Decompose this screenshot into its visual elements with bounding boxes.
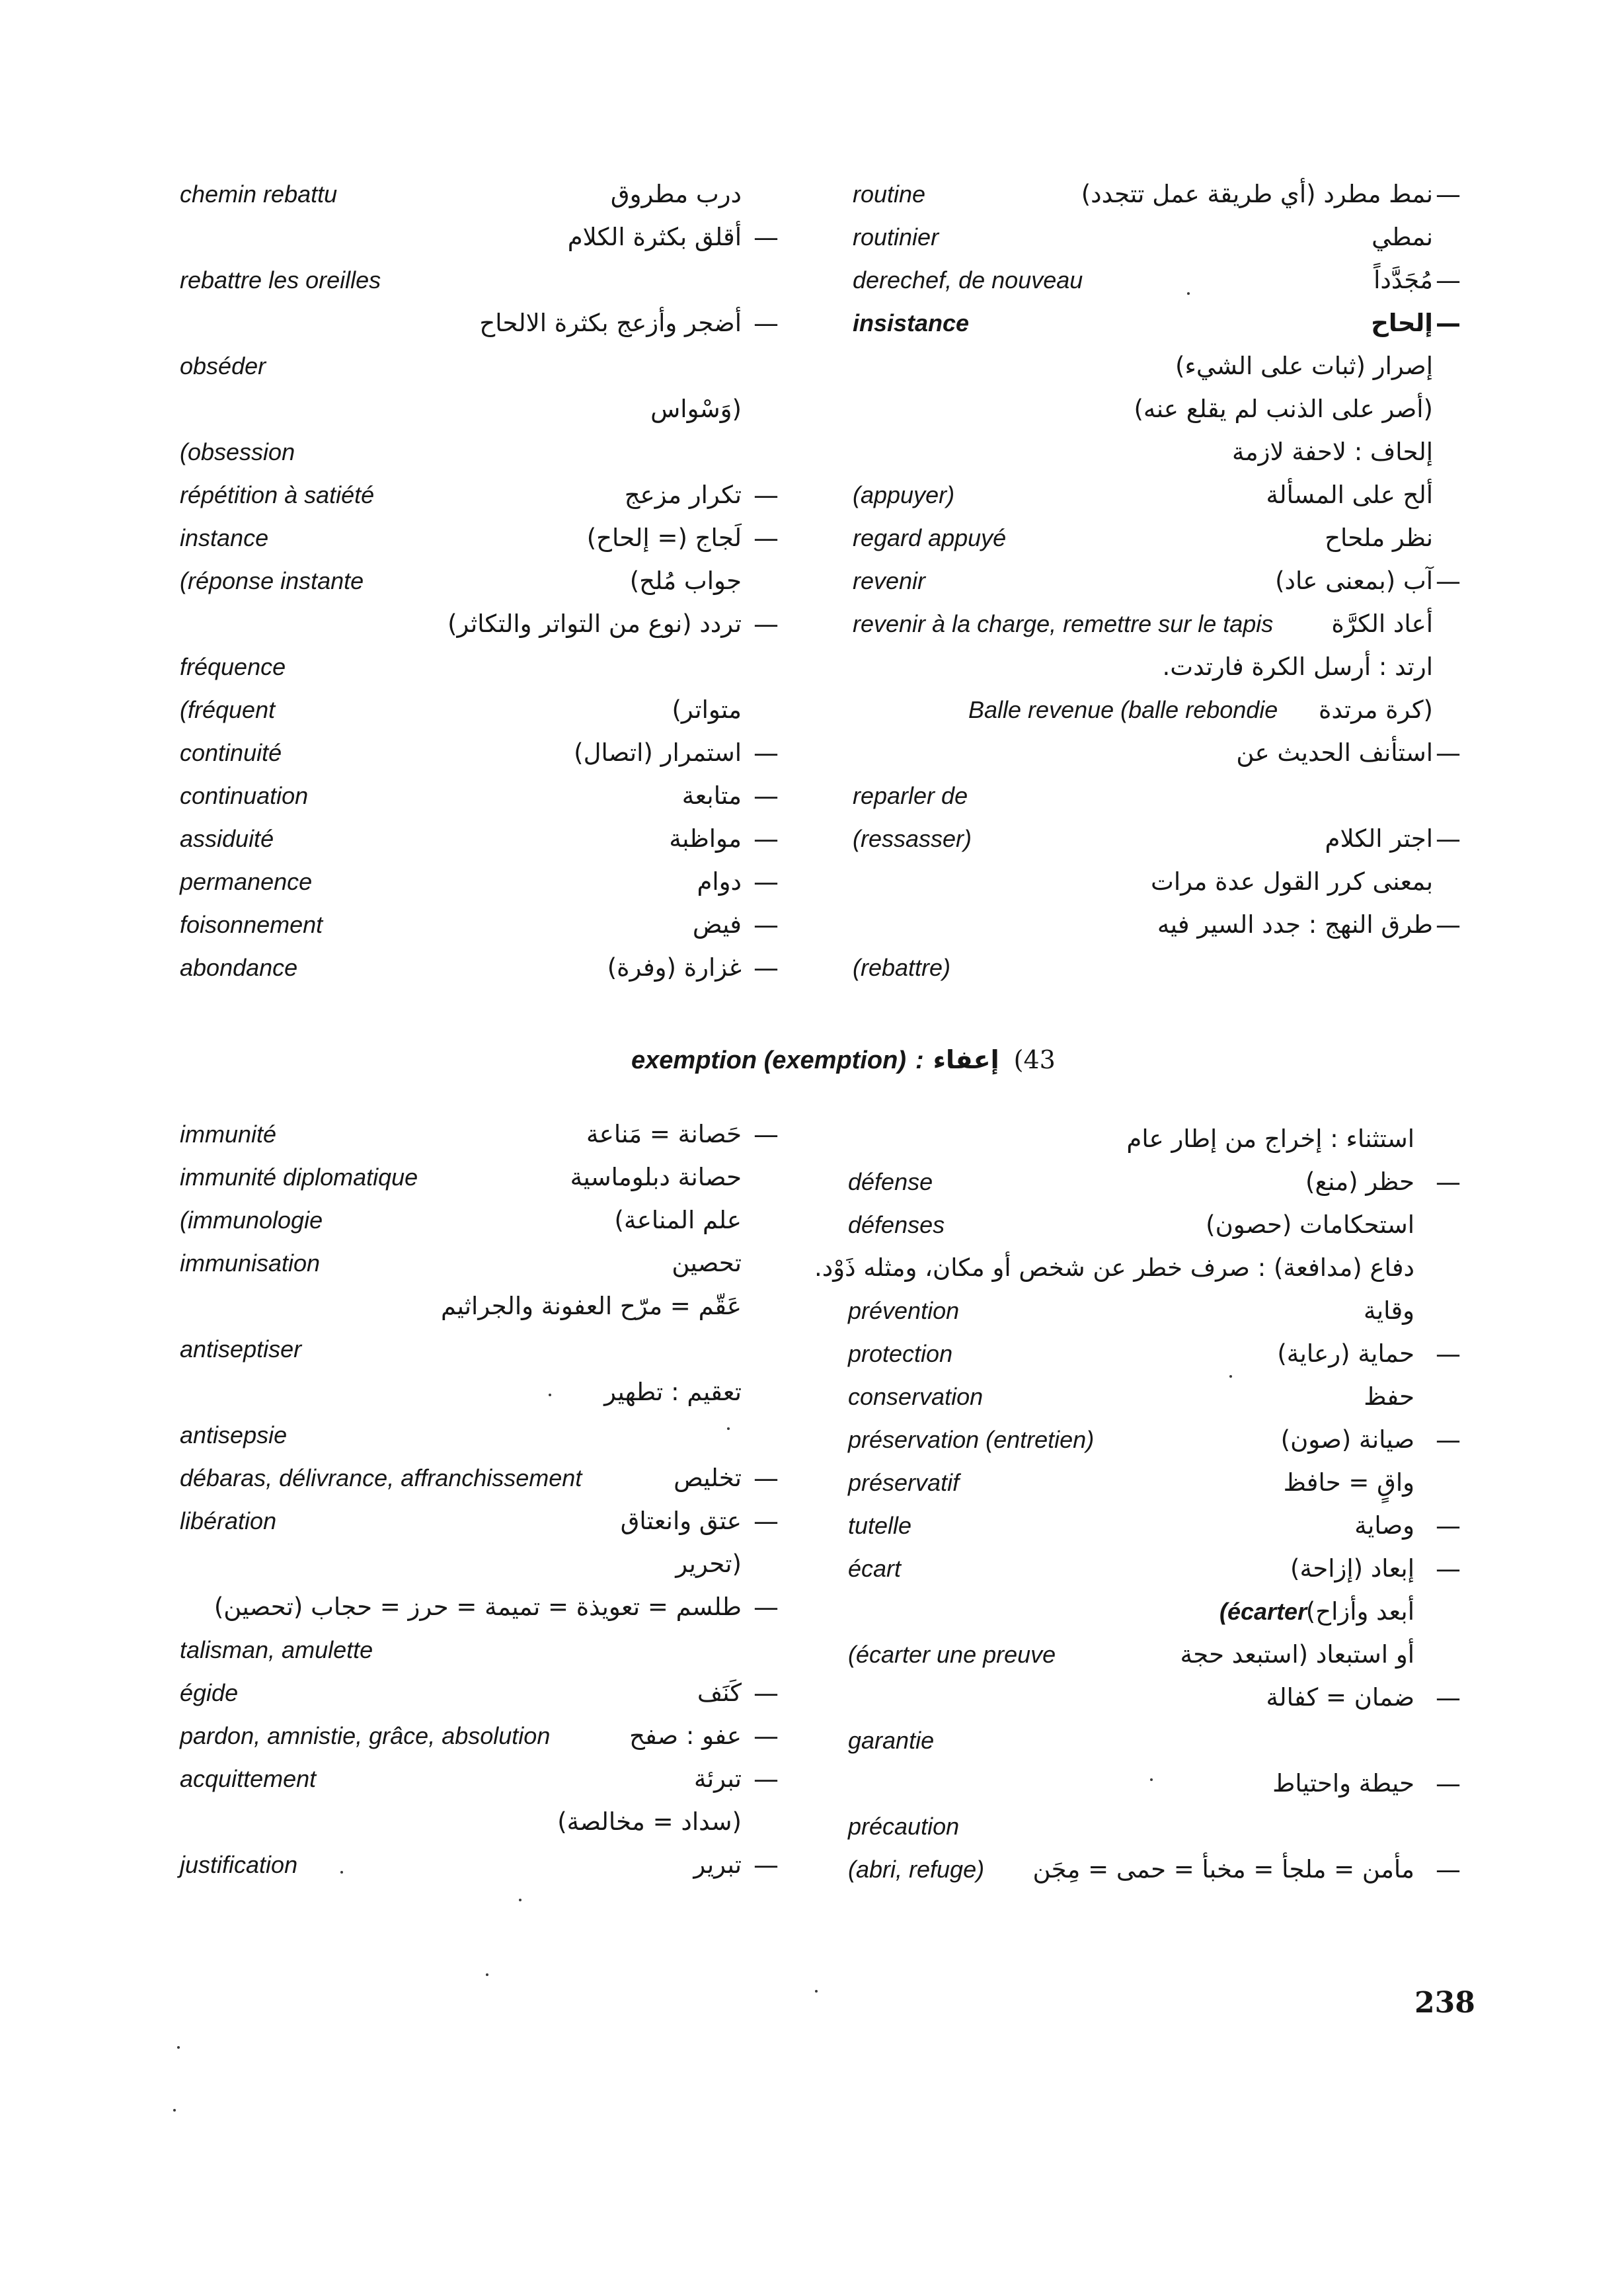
- entry-row: [0, 173, 1624, 216]
- scan-speck: [173, 2109, 176, 2112]
- french-term: abondance: [180, 954, 298, 981]
- french-term: garantie: [848, 1727, 935, 1754]
- arabic-term: وصاية: [1354, 1511, 1414, 1540]
- arabic-term: تحصين: [672, 1249, 742, 1277]
- arabic-term: تردد (نوع من التواتر والتكاثر): [447, 610, 742, 638]
- arabic-term: ارتد : أرسل الكرة فارتدت.: [1162, 653, 1433, 681]
- entry-dash: —: [754, 309, 779, 338]
- entry-row: [0, 1591, 1624, 1633]
- entry-row: [0, 1290, 1624, 1332]
- french-term: (fréquent: [180, 696, 276, 723]
- arabic-term: أعاد الكرَّة: [1331, 610, 1433, 638]
- arabic-term: تعقيم : تطهير: [604, 1378, 742, 1406]
- french-term: tutelle: [848, 1512, 912, 1539]
- arabic-term: تبرير: [693, 1850, 742, 1879]
- entry-row: [0, 1376, 1624, 1418]
- french-term: égide: [180, 1679, 239, 1706]
- entry-dash: —: [1436, 1769, 1461, 1798]
- scan-speck: [1229, 1375, 1232, 1378]
- french-term: antiseptiser: [180, 1335, 302, 1363]
- entry-dash: —: [754, 738, 779, 768]
- french-term: Balle revenue (balle rebondie: [968, 696, 1278, 723]
- arabic-term: استأنف الحديث عن: [1236, 738, 1433, 767]
- scan-speck: [727, 1427, 730, 1430]
- arabic-term: استثناء : إخراج من إطار عام: [1126, 1125, 1414, 1153]
- entry-row: [0, 818, 1624, 860]
- arabic-headword: إلحاح: [1371, 309, 1433, 337]
- entry-dash: —: [754, 867, 779, 896]
- entry-dash: —: [754, 1464, 779, 1493]
- arabic-term: حصانة دبلوماسية: [570, 1163, 742, 1191]
- entry-row: [0, 1333, 1624, 1375]
- french-term: immunisation: [180, 1249, 321, 1277]
- arabic-term: دوام: [697, 867, 742, 896]
- french-term: acquittement: [180, 1765, 317, 1792]
- arabic-term: أقلق بكثرة الكلام: [567, 223, 742, 251]
- french-term: prévention: [848, 1297, 960, 1324]
- entry-row: [0, 1762, 1624, 1805]
- arabic-term: أضجر وأزعج بكثرة الالحاح: [479, 309, 742, 337]
- entry-dash: —: [754, 1764, 779, 1794]
- arabic-term: (أصر على الذنب لم يقلع عنه): [1134, 395, 1433, 423]
- french-term: rebattre les oreilles: [180, 266, 381, 294]
- entry-dash: —: [754, 781, 779, 811]
- entry-row: [0, 1505, 1624, 1547]
- section-heading-arabic: إعفاء: [933, 1045, 999, 1074]
- arabic-term: عَقّم = مرّح العفونة والجراثيم: [440, 1292, 742, 1320]
- section-heading-separator: :: [915, 1047, 924, 1074]
- scan-speck: [519, 1899, 522, 1901]
- french-term: talisman, amulette: [180, 1636, 373, 1663]
- french-term: permanence: [180, 868, 313, 895]
- french-term: justification: [180, 1851, 298, 1878]
- arabic-term: حظر (منع): [1305, 1168, 1414, 1196]
- arabic-term: عتق وانعتاق: [620, 1507, 742, 1535]
- french-term: obséder: [180, 352, 266, 379]
- arabic-term: تخليص: [674, 1464, 742, 1492]
- arabic-term: واقٍ = حافظ: [1283, 1468, 1414, 1497]
- french-term: regard appuyé: [853, 524, 1007, 551]
- arabic-term: حيطة واحتياط: [1272, 1769, 1414, 1798]
- french-term: (écarter: [1219, 1598, 1307, 1625]
- entry-row: [0, 1805, 1624, 1848]
- entry-dash: —: [1436, 824, 1461, 853]
- arabic-term: وقاية: [1364, 1296, 1414, 1325]
- entry-row: [0, 1118, 1624, 1160]
- entry-row: [0, 689, 1624, 731]
- french-term: routine: [853, 180, 926, 208]
- scan-speck: [1187, 292, 1190, 295]
- entry-row: [0, 1204, 1624, 1246]
- arabic-term: طرق النهج : جدد السير فيه: [1157, 910, 1433, 939]
- entry-row: [0, 1247, 1624, 1289]
- arabic-term: حَصانة = مَناعة: [586, 1120, 742, 1148]
- arabic-term: (سداد = مخالصة): [557, 1807, 742, 1836]
- section-heading-french: exemption (exemption): [631, 1047, 906, 1074]
- entry-dash: —: [754, 610, 779, 639]
- french-term: libération: [180, 1507, 277, 1534]
- page-number: 238: [1414, 1986, 1475, 2020]
- entry-row: [0, 1419, 1624, 1461]
- entry-row: [0, 646, 1624, 688]
- french-term: (immunologie: [180, 1207, 323, 1234]
- french-term: défenses: [848, 1211, 945, 1238]
- french-term: revenir: [853, 567, 926, 594]
- entry-row: [0, 603, 1624, 645]
- entry-dash: —: [1436, 1168, 1461, 1197]
- entry-row: [0, 431, 1624, 473]
- french-term: préservation (entretien): [848, 1426, 1095, 1453]
- arabic-term: إبعاد (إزاحة): [1290, 1554, 1414, 1583]
- arabic-term: بمعنى كرر القول عدة مرات: [1151, 867, 1433, 896]
- entry-dash: —: [1436, 1511, 1461, 1540]
- french-term: (réponse instante: [180, 567, 364, 594]
- french-term: débaras, délivrance, affranchissement: [180, 1464, 582, 1491]
- entry-row: [0, 517, 1624, 559]
- french-term: assiduité: [180, 825, 274, 852]
- arabic-term: ألح على المسألة: [1266, 481, 1433, 509]
- entry-dash: —: [754, 1850, 779, 1880]
- scan-speck: [549, 1394, 551, 1396]
- french-term: (abri, refuge): [848, 1856, 985, 1883]
- arabic-term: غزارة (وفرة): [607, 953, 742, 982]
- french-term: routinier: [853, 223, 939, 251]
- arabic-term: درب مطروق: [610, 180, 742, 208]
- entry-dash: —: [754, 824, 779, 853]
- entry-dash: —: [754, 1722, 779, 1751]
- entry-row: [0, 302, 1624, 344]
- entry-row: [0, 216, 1624, 258]
- french-term: fréquence: [180, 653, 286, 680]
- entry-row: [0, 775, 1624, 817]
- entry-dash: —: [1436, 309, 1461, 338]
- entry-dash: —: [1436, 1339, 1461, 1368]
- arabic-term: (تحرير: [676, 1550, 742, 1578]
- french-term: (appuyer): [853, 481, 955, 508]
- arabic-term: استحكامات (حصون): [1206, 1210, 1414, 1239]
- french-term: antisepsie: [180, 1421, 288, 1448]
- entry-dash: —: [1436, 1855, 1461, 1884]
- arabic-term: متواتر): [672, 695, 742, 724]
- arabic-term: مُجَدَّداً: [1373, 266, 1433, 294]
- french-term: précaution: [848, 1813, 960, 1840]
- arabic-term: نظر ملحاح: [1325, 524, 1433, 552]
- entry-row: [0, 1634, 1624, 1676]
- arabic-term: استمرار (اتصال): [574, 738, 742, 767]
- entry-dash: —: [1436, 910, 1461, 939]
- section-heading: [631, 1038, 1094, 1082]
- entry-row: [0, 1161, 1624, 1203]
- arabic-term: طلسم = تعويذة = تميمة = حرز = حجاب (تحصين): [213, 1593, 742, 1621]
- entry-row: [0, 345, 1624, 387]
- arabic-term: (كرة مرتدة: [1319, 695, 1433, 724]
- entry-dash: —: [754, 1679, 779, 1708]
- entry-dash: —: [754, 524, 779, 553]
- scan-speck: [177, 2046, 180, 2049]
- arabic-term: إلحاف : لاحفة لازمة: [1232, 438, 1433, 466]
- section-heading-number: (43: [1013, 1045, 1056, 1074]
- scan-speck: [1150, 1778, 1153, 1781]
- french-term: écart: [848, 1555, 902, 1582]
- entry-dash: —: [1436, 567, 1461, 596]
- french-term: reparler de: [853, 782, 968, 809]
- french-term: protection: [848, 1340, 953, 1367]
- french-term: foisonnement: [180, 911, 323, 938]
- french-term: pardon, amnistie, grâce, absolution: [180, 1722, 551, 1749]
- french-term: continuité: [180, 739, 282, 766]
- entry-row: [0, 1677, 1624, 1719]
- arabic-term: جواب مُلح): [629, 567, 742, 595]
- entry-dash: —: [754, 1593, 779, 1622]
- french-term: continuation: [180, 782, 309, 809]
- entry-dash: —: [754, 1120, 779, 1149]
- entry-dash: —: [1436, 1683, 1461, 1712]
- arabic-term: فيض: [692, 910, 742, 939]
- french-term: conservation: [848, 1383, 984, 1410]
- arabic-term: إصرار (ثبات على الشيء): [1175, 352, 1433, 380]
- arabic-term: مواظبة: [669, 824, 742, 853]
- arabic-term: صيانة (صون): [1280, 1425, 1414, 1454]
- entry-dash: —: [1436, 1554, 1461, 1583]
- entry-dash: —: [1436, 738, 1461, 768]
- arabic-term: علم المناعة): [614, 1206, 742, 1234]
- french-term: derechef, de nouveau: [853, 266, 1083, 294]
- arabic-term: نمط مطرد (أي طريقة عمل تتجدد): [1081, 180, 1433, 208]
- scan-speck: [340, 1871, 343, 1874]
- entry-dash: —: [754, 953, 779, 982]
- entry-row: [0, 904, 1624, 946]
- arabic-term: دفاع (مدافعة) : صرف خطر عن شخص أو مكان، ومثله ذَوْد.: [814, 1253, 1414, 1282]
- arabic-term: أبعد وأزاح): [1305, 1597, 1414, 1626]
- scan-speck: [815, 1990, 818, 1993]
- french-term: (obsession: [180, 438, 295, 465]
- french-term: immunité diplomatique: [180, 1164, 418, 1191]
- french-term: défense: [848, 1168, 933, 1195]
- french-term: (ressasser): [853, 825, 972, 852]
- entry-row: [0, 1462, 1624, 1504]
- entry-row: [0, 259, 1624, 301]
- entry-row: [0, 732, 1624, 774]
- arabic-term: حماية (رعاية): [1277, 1339, 1414, 1368]
- french-term: chemin rebattu: [180, 180, 338, 208]
- arabic-term: لَجاج (= إلحاح): [586, 524, 742, 552]
- arabic-term: آب (بمعنى عاد): [1275, 567, 1433, 595]
- entry-dash: —: [754, 223, 779, 252]
- arabic-term: اجتر الكلام: [1325, 824, 1433, 853]
- entry-row: [0, 947, 1624, 989]
- arabic-term: (وَسْواس: [650, 395, 742, 423]
- entry-row: [0, 1548, 1624, 1590]
- arabic-term: نمطي: [1372, 223, 1433, 251]
- entry-dash: —: [754, 1507, 779, 1536]
- arabic-term: كَنَف: [697, 1679, 742, 1707]
- french-term: (rebattre): [853, 954, 951, 981]
- entry-dash: —: [1436, 180, 1461, 209]
- french-term: instance: [180, 524, 269, 551]
- french-term: immunité: [180, 1121, 277, 1148]
- arabic-term: حفظ: [1364, 1382, 1414, 1411]
- french-term: revenir à la charge, remettre sur le tapis: [853, 610, 1274, 637]
- entry-row: [0, 1848, 1624, 1891]
- arabic-term: مأمن = ملجأ = مخبأ = حمى = مِجَن: [1032, 1855, 1414, 1883]
- french-term: répétition à satiété: [180, 481, 375, 508]
- arabic-term: تكرار مزعج: [624, 481, 742, 509]
- entry-dash: —: [1436, 266, 1461, 295]
- entry-row: [0, 560, 1624, 602]
- french-term: préservatif: [848, 1469, 960, 1496]
- arabic-term: تبرئة: [693, 1764, 742, 1793]
- arabic-term: متابعة: [681, 781, 742, 810]
- entry-row: [0, 474, 1624, 516]
- arabic-term: ضمان = كفالة: [1266, 1683, 1414, 1712]
- french-headword: insistance: [853, 309, 970, 336]
- entry-row: [0, 861, 1624, 903]
- entry-row: [0, 388, 1624, 430]
- entry-row: [0, 1720, 1624, 1762]
- entry-dash: —: [754, 481, 779, 510]
- arabic-term: عفو : صفح: [629, 1722, 742, 1750]
- entry-dash: —: [1436, 1425, 1461, 1454]
- scan-speck: [486, 1973, 488, 1976]
- entry-dash: —: [754, 910, 779, 939]
- french-term: (écarter une preuve: [848, 1641, 1056, 1668]
- arabic-term: أو استبعاد (استبعد حجة: [1180, 1640, 1414, 1669]
